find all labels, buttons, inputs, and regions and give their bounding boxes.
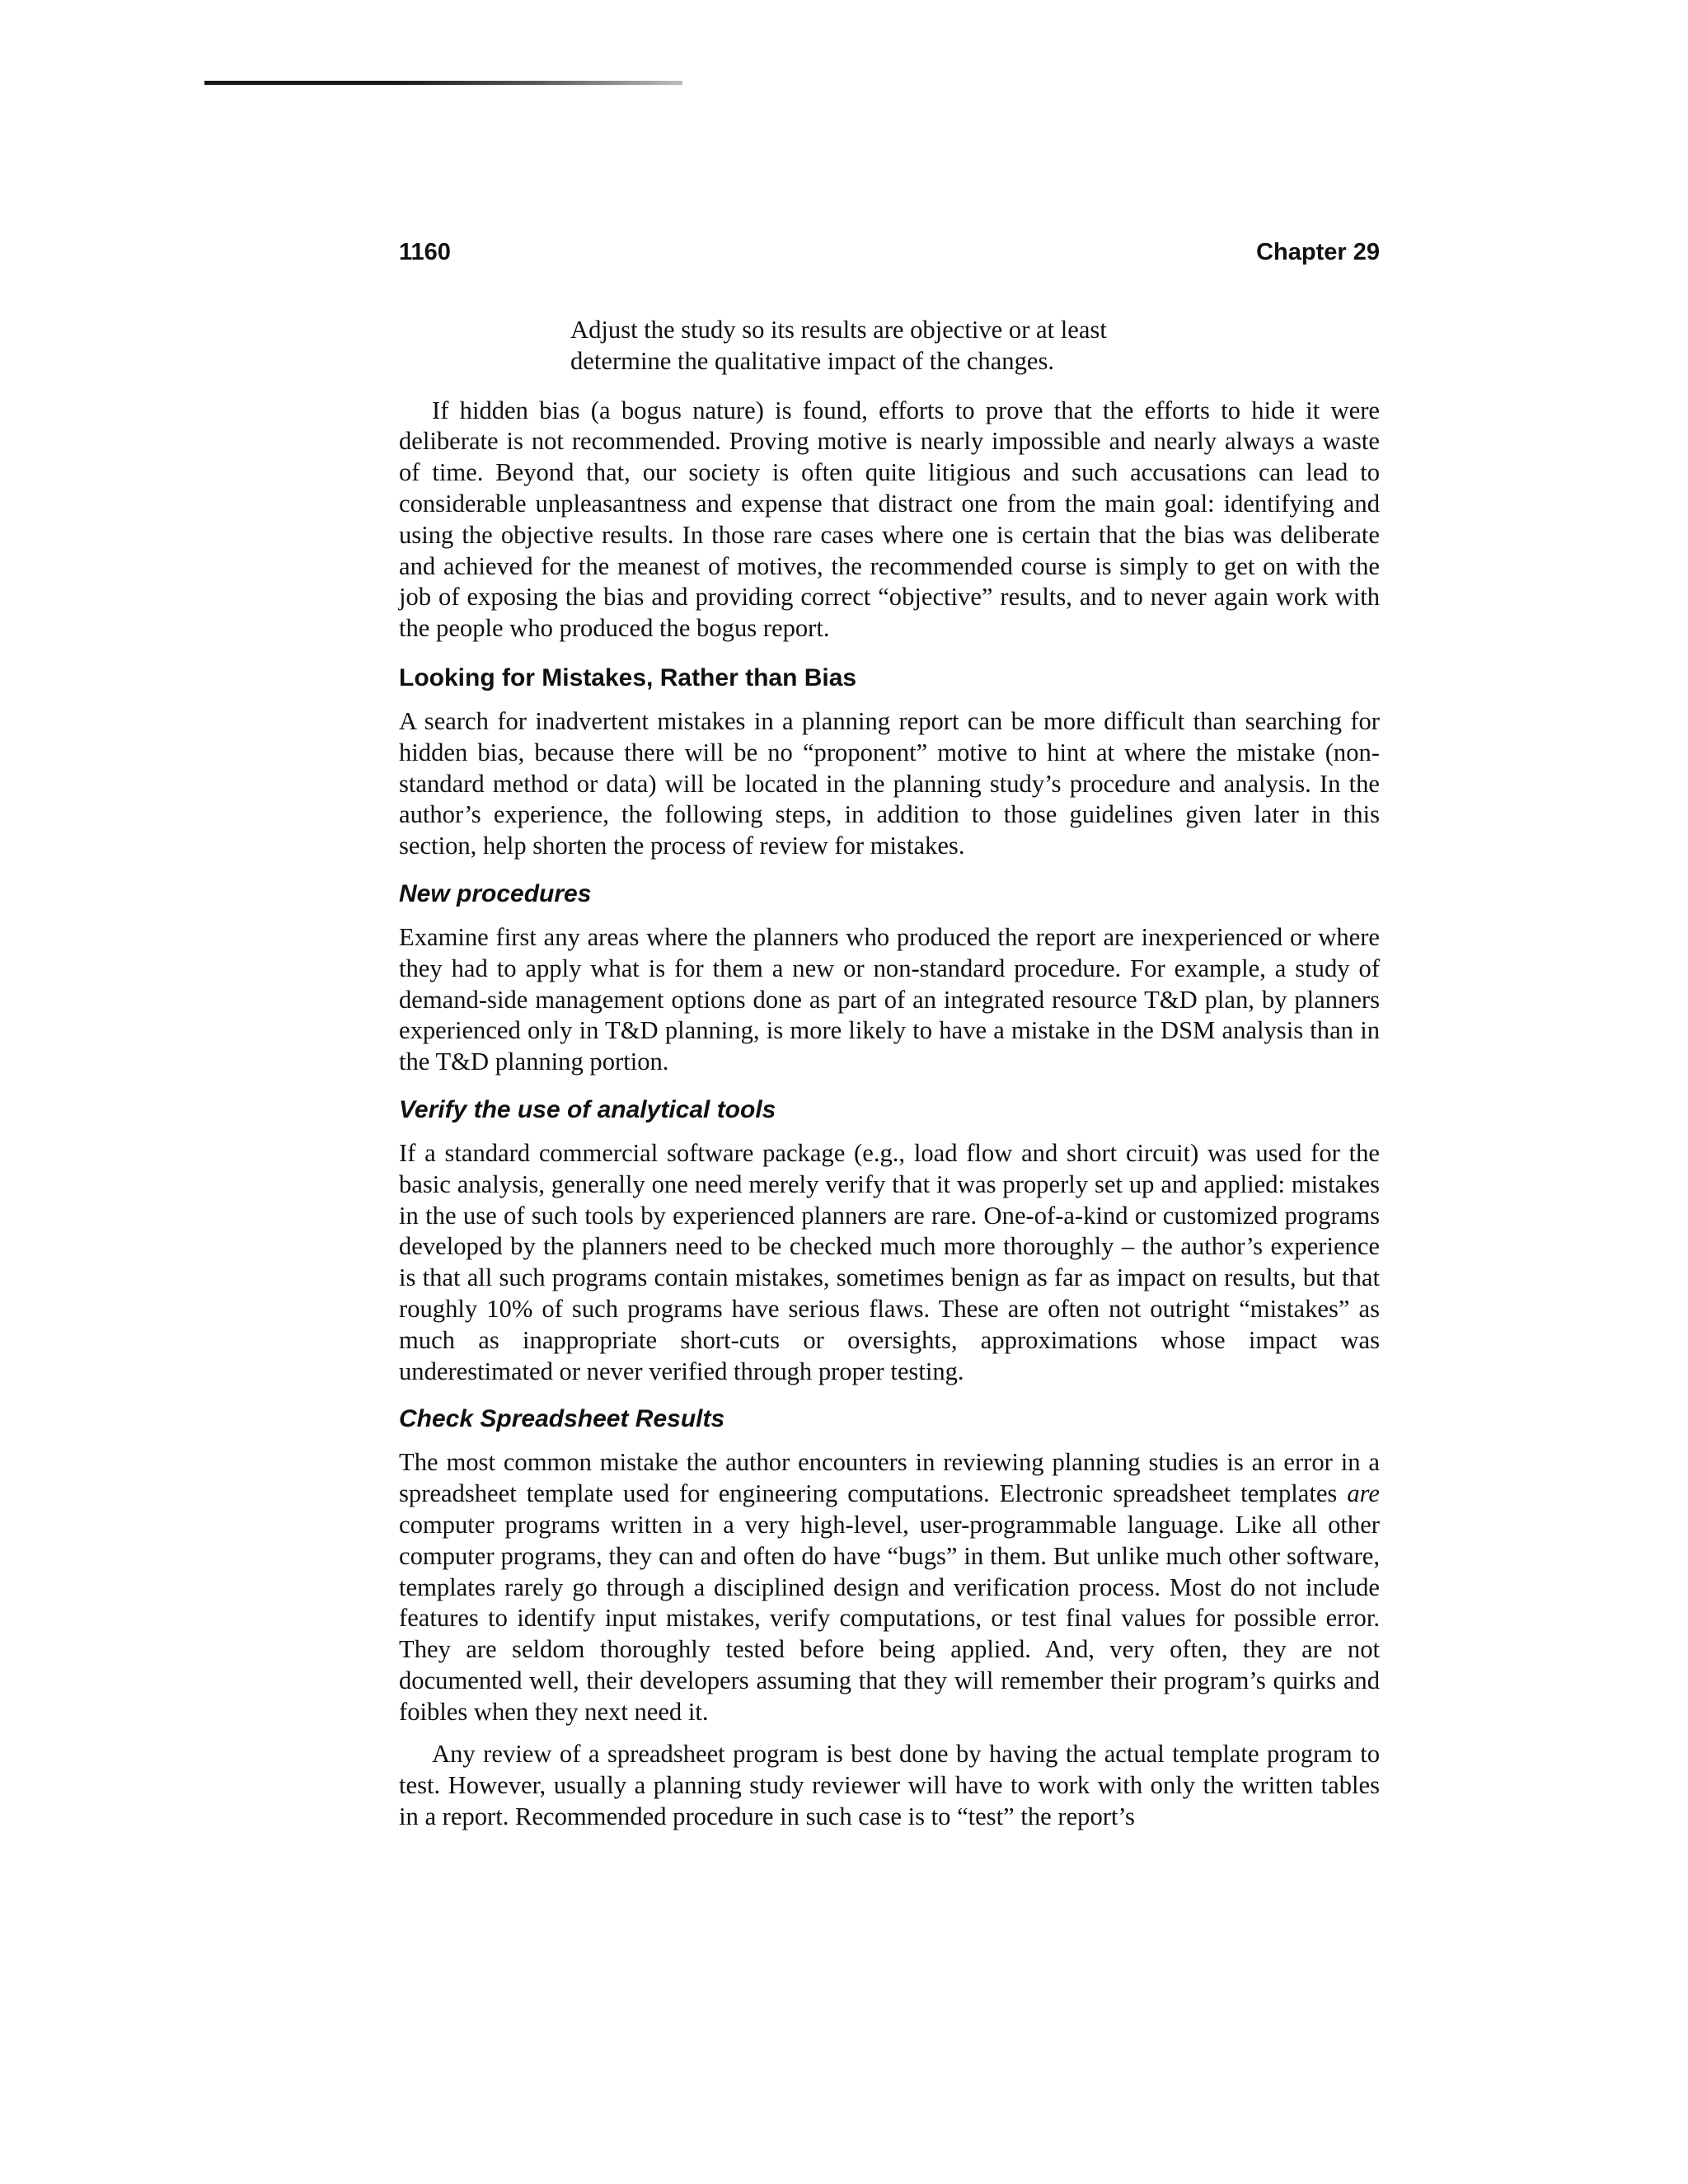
section-heading-mistakes: Looking for Mistakes, Rather than Bias: [399, 663, 857, 691]
subheading-verify-tools: Verify the use of analytical tools: [399, 1095, 776, 1123]
subheading-new-procedures: New procedures: [399, 879, 592, 907]
top-rule: [204, 81, 682, 85]
paragraph-mistakes: A search for inadvertent mistakes in a planning report can be more difficult than searching for hidden bias, because there will be no “proponent” motive to hint at where the mistake (non-standard method or data) will be located in the planning study’s procedure and analysis. In the author’s experience, the following steps, in addition to those guidelines given later in this section, help shorten the process of review for mistakes.: [399, 706, 1380, 860]
emphasis-are: are: [1347, 1479, 1380, 1508]
page-body: [399, 315, 1380, 1833]
paragraph-review: Any review of a spreadsheet program is best done by having the actual template program to test. However, usually a planning study reviewer will have to work with only the written tables in a report. Recommended procedure in such case is to “test” the report’s: [399, 1740, 1380, 1831]
paragraph-spreadsheet: [399, 1447, 1380, 1727]
spreadsheet-text-start: The most common mistake the author encounters in reviewing planning studies is an error in a spreadsheet template used for engineering computations. Electronic spreadsheet templates: [399, 1448, 1380, 1508]
paragraph-verify-tools: If a standard commercial software package (e.g., load flow and short circuit) was used for the basic analysis, generally one need merely verify that it was properly set up and applied: mistakes in the use of such tools by experienced planners are rare. One-of-a-kind or customized programs developed by the planners need to be checked much more thoroughly – the author’s experience is that all such programs contain mistakes, sometimes benign as far as impact on results, but that roughly 10% of such programs have serious flaws. These are often not outright “mistakes” as much as inappropriate short-cuts or oversights, approximations whose impact was underestimated or never verified through proper testing.: [399, 1138, 1380, 1385]
page-number: 1160: [399, 239, 451, 265]
subheading-spreadsheet: Check Spreadsheet Results: [399, 1405, 725, 1433]
paragraph-hidden-bias: If hidden bias (a bogus nature) is found, efforts to prove that the efforts to hide it were deliberate is not recommended. Proving motive is nearly impossible and nearly always a waste of time. Beyond that, our society is often quite litigious and such accusations can lead to considerable unpleasantness and expense that distract one from the main goal: identifying and using the objective results. In those rare cases where one is certain that the bias was deliberate and achieved for the meanest of motives, the recommended course is simply to get on with the job of exposing the bias and providing correct “objective” results, and to never again work with the people who produced the bogus report.: [399, 396, 1380, 643]
running-header: [399, 236, 1380, 269]
spreadsheet-text-end: computer programs written in a very high-level, user-programmable language. Like all other computer programs, they can and often do have “bugs” in them. But unlike much other software, templates rarely go through a disciplined design and verification process. Most do not include features to identify input mistakes, verify computations, or test final values for possible error. They are seldom thoroughly tested before being applied. And, very often, they are not documented well, their developers assuming that they will remember their program’s quirks and foibles when they next need it.: [399, 1510, 1380, 1726]
list-item-continuation: Adjust the study so its results are objective or at least determine the qualitative impact of the changes.: [570, 316, 1107, 375]
chapter-label: Chapter 29: [1256, 239, 1380, 265]
paragraph-new-procedures: Examine first any areas where the planners who produced the report are inexperienced or where they had to apply what is for them a new or non-standard procedure. For example, a study of demand-side management options done as part of an integrated resource T&D plan, by planners experienced only in T&D planning, is more likely to have a mistake in the DSM analysis than in the T&D planning portion.: [399, 922, 1380, 1076]
